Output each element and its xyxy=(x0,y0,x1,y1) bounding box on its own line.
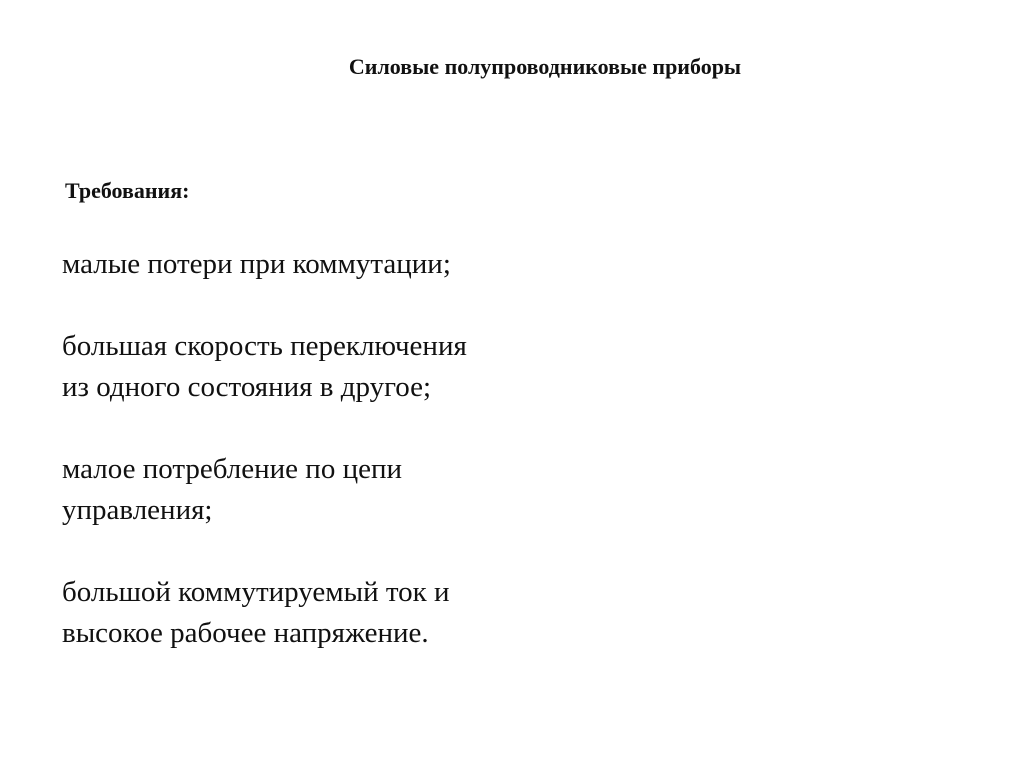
requirement-line: большой коммутируемый ток и xyxy=(62,576,450,608)
requirements-heading: Требования: xyxy=(65,178,190,203)
slide-title: Силовые полупроводниковые приборы xyxy=(348,54,742,79)
requirement-item xyxy=(62,449,662,531)
requirement-item xyxy=(62,572,662,654)
requirement-item xyxy=(62,326,662,408)
requirement-line: малое потребление по цепи xyxy=(62,453,402,485)
requirement-line: управления; xyxy=(62,494,213,526)
requirement-item xyxy=(62,244,662,285)
requirement-line: высокое рабочее напряжение. xyxy=(62,617,429,649)
requirement-line: из одного состояния в другое; xyxy=(62,371,432,403)
requirement-line: малые потери при коммутации; xyxy=(62,248,451,280)
requirements-list xyxy=(62,244,662,654)
requirement-line: большая скорость переключения xyxy=(62,330,467,362)
